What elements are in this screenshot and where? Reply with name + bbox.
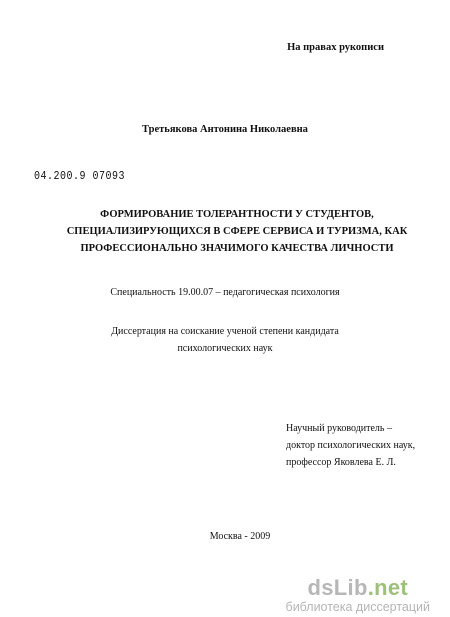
degree-line: Диссертация на соискание ученой степени кандидата [111,326,339,337]
dslib-watermark [286,577,430,615]
title-line: ФОРМИРОВАНИЕ ТОЛЕРАНТНОСТИ У СТУДЕНТОВ, [100,209,374,220]
dissertation-title [34,206,440,257]
watermark-subtitle: библиотека диссертаций [285,600,430,614]
dslib-logo [286,577,430,599]
supervisor-line: Научный руководитель – [286,423,392,434]
title-line: ПРОФЕССИОНАЛЬНО ЗНАЧИМОГО КАЧЕСТВА ЛИЧНОСТИ [80,243,394,254]
dissertation-degree [0,323,450,357]
supervisor-block [286,420,415,471]
city-year: Москва - 2009 [209,531,271,542]
specialty-line: Специальность 19.00.07 – педагогическая психология [110,287,340,298]
logo-text-main: dsLib [307,575,368,600]
title-line: СПЕЦИАЛИЗИРУЮЩИХСЯ В СФЕРЕ СЕРВИСА И ТУРИЗМА, КАК [66,226,408,237]
registration-number-stamp: 04.200.9 07093 [34,171,126,184]
supervisor-line: профессор Яковлева Е. Л. [286,457,396,468]
supervisor-line: доктор психологических наук, [286,440,416,451]
author-name: Третьякова Антонина Николаевна [142,124,308,135]
logo-text-domain: .net [367,575,408,600]
manuscript-rights-label: На правах рукописи [287,42,384,53]
degree-line: психологических наук [177,343,273,354]
